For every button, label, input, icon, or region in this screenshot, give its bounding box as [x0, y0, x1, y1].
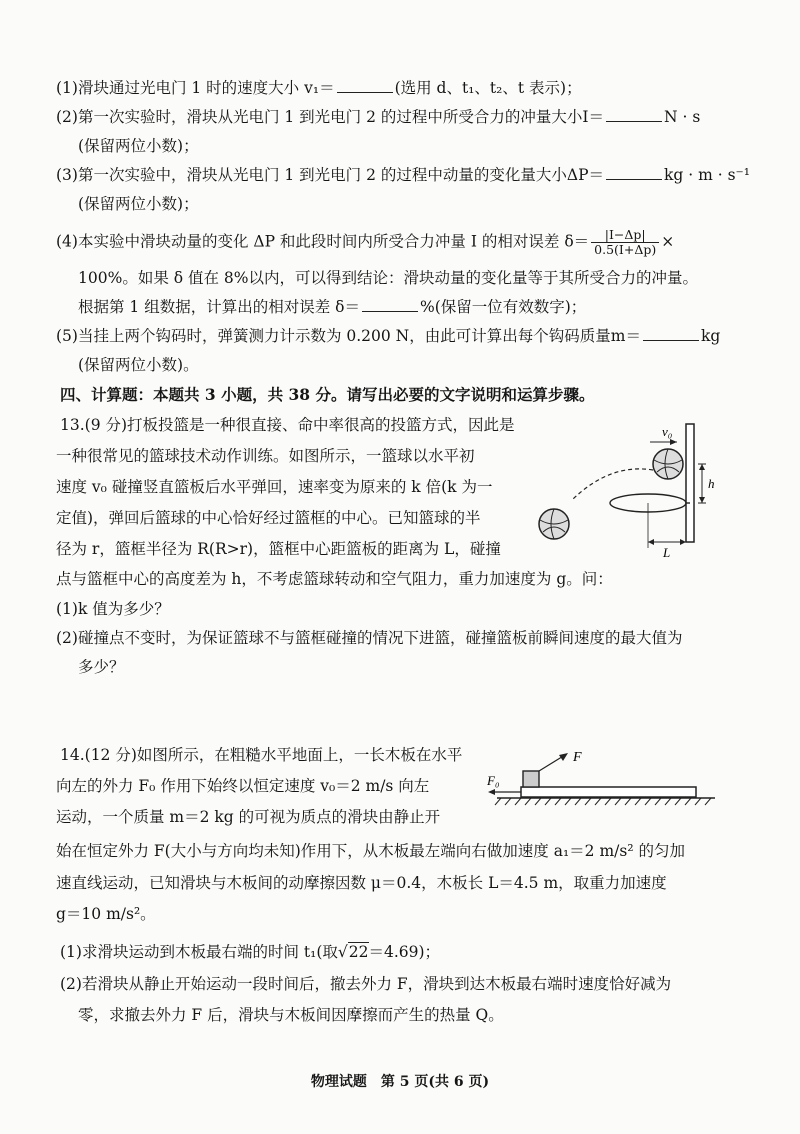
answer-blank[interactable]: [643, 326, 699, 341]
section-heading: 四、计算题：本题共 3 小题，共 38 分。请写出必要的文字说明和运算步骤。: [60, 385, 595, 404]
q14-part1: (1)求滑块运动到木板最右端的时间 t₁(取√22＝4.69)；: [60, 943, 441, 961]
q14-line4: 始在恒定外力 F(大小与方向均未知)作用下，从木板最左端向右做加速度 a₁＝2 m/s² 的匀加: [56, 842, 685, 860]
ground-hatching: [495, 798, 711, 805]
q14-line3: 运动，一个质量 m＝2 kg 的可视为质点的滑块由静止开: [56, 808, 441, 826]
q12-part5: (5)当挂上两个钩码时，弹簧测力计示数为 0.200 N，由此可计算出每个钩码质量m＝ kg: [56, 327, 721, 345]
q12-part4: (4)本实验中滑块动量的变化 ΔP 和此段时间内所受合力冲量 I 的相对误差 δ＝ $\frac{|I-\Delta p|}{0.5(I+\Delta p)}$ ×: [56, 227, 675, 257]
ball-trajectory: [572, 469, 653, 500]
q14-part2: (2)若滑块从静止开始运动一段时间后，撤去外力 F，滑块到达木板最右端时速度恰好减为: [60, 975, 672, 993]
q13-part2-cont: 多少？: [78, 658, 125, 676]
answer-blank[interactable]: [362, 297, 418, 312]
answer-blank[interactable]: [337, 78, 393, 93]
answer-blank[interactable]: [606, 107, 662, 122]
q14-line6: g＝10 m/s²。: [56, 905, 156, 923]
q14-part2-cont: 零，求撤去外力 F 后，滑块与木板间因摩擦而产生的热量 Q。: [78, 1006, 504, 1024]
q13-line3: 速度 v₀ 碰撞竖直篮板后水平弹回，速率变为原来的 k 倍(k 为一: [56, 478, 493, 496]
q12-part2: (2)第一次实验时，滑块从光电门 1 到光电门 2 的过程中所受合力的冲量大小I＝ N · s: [56, 108, 701, 126]
relative-error-fraction: $\frac{|I-\Delta p|}{0.5(I+\Delta p)}$: [591, 228, 659, 257]
L-label: L: [663, 545, 671, 558]
q13-line6: 点与篮框中心的高度差为 h，不考虑篮球转动和空气阻力，重力加速度为 g。问：: [56, 570, 613, 588]
v0-label: v₀: [662, 424, 673, 439]
page-footer: 物理试题 第 5 页(共 6 页): [310, 1074, 490, 1090]
q13-line2: 一种很常见的篮球技术动作训练。如图所示，一篮球以水平初: [56, 447, 475, 465]
q12-part3-note: (保留两位小数)；: [78, 195, 199, 213]
F-label: F: [573, 750, 582, 765]
q13-line5: 径为 r，篮框半径为 R(R>r)，篮框中心距篮板的距离为 L，碰撞: [56, 540, 501, 558]
q12-part4-line2: 100%。如果 δ 值在 8%以内，可以得到结论：滑块动量的变化量等于其所受合力的冲量。: [78, 269, 699, 287]
basketball-figure: [520, 418, 720, 558]
board-figure: [483, 743, 723, 813]
q13-part1: (1)k 值为多少？: [56, 600, 170, 618]
q12-part5-note: (保留两位小数)。: [78, 356, 199, 374]
q13-line4: 定值)，弹回后篮球的中心恰好经过篮框的中心。已知篮球的半: [56, 509, 481, 527]
q14-line1: 14.(12 分)如图所示，在粗糙水平地面上，一长木板在水平: [60, 746, 463, 764]
h-label: h: [708, 476, 715, 491]
q13-part2: (2)碰撞点不变时，为保证篮球不与篮框碰撞的情况下进篮，碰撞篮板前瞬间速度的最大值为: [56, 629, 683, 647]
q13-line1: 13.(9 分)打板投篮是一种很直接、命中率很高的投篮方式，因此是: [60, 416, 515, 434]
long-board: [521, 787, 696, 797]
backboard: [686, 424, 694, 542]
F0-label: F₀: [487, 773, 500, 788]
q12-part4-line3: 根据第 1 组数据，计算出的相对误差 δ＝ %(保留一位有效数字)；: [78, 298, 587, 316]
q12-part3: (3)第一次实验中，滑块从光电门 1 到光电门 2 的过程中动量的变化量大小ΔP＝ kg · m · s⁻¹: [56, 166, 750, 184]
q12-part2-note: (保留两位小数)；: [78, 137, 199, 155]
q12-part1: (1)滑块通过光电门 1 时的速度大小 v₁＝ (选用 d、t₁、t₂、t 表示)；: [56, 79, 582, 97]
slider-block: [523, 771, 539, 787]
answer-blank[interactable]: [606, 165, 662, 180]
q14-line5: 速直线运动，已知滑块与木板间的动摩擦因数 μ＝0.4，木板长 L＝4.5 m，取重力加速度: [56, 874, 667, 892]
q14-line2: 向左的外力 F₀ 作用下始终以恒定速度 v₀＝2 m/s 向左: [56, 777, 430, 795]
